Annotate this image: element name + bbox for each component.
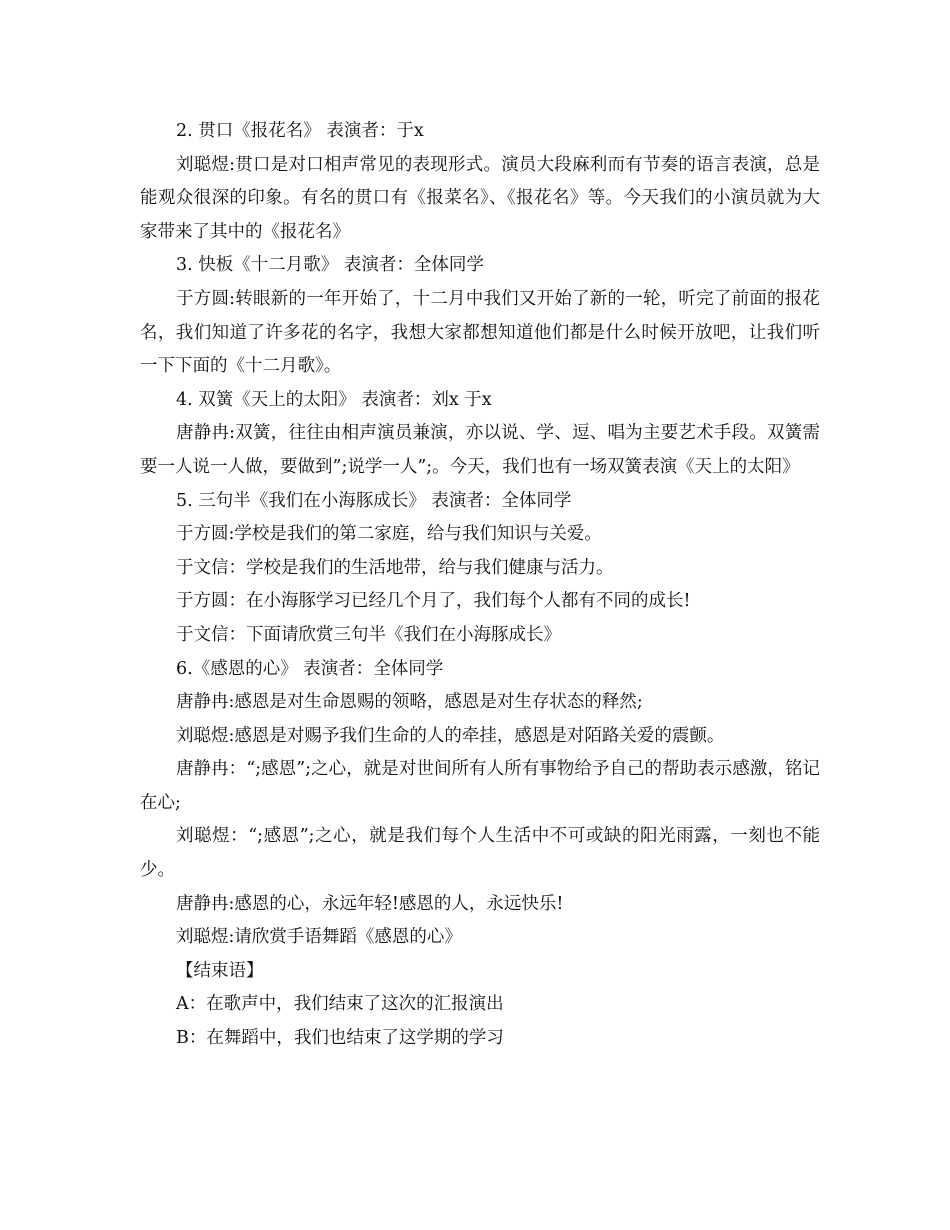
host-speech: 于方圆：在小海豚学习已经几个月了，我们每个人都有不同的成长! [176,591,691,612]
host-speech: 唐静冉:感恩的心，永远年轻!感恩的人，永远快乐! [176,893,564,914]
host-speech: 唐静冉:感恩是对生命恩赐的领略，感恩是对生存状态的释然; [176,692,643,713]
section-heading: 【结束语】 [176,960,264,981]
host-speech: 刘聪煜:感恩是对赐予我们生命的人的牵挂，感恩是对陌路关爱的震颤。 [176,725,725,746]
host-speech: 于方圆:学校是我们的第二家庭，给与我们知识与关爱。 [176,524,602,545]
host-speech: 唐静冉：“;感恩”;之心，就是对世间所有人所有事物给予自己的帮助表示感激，铭记在心; [140,759,820,813]
host-speech: 刘聪煜:请欣赏手语舞蹈《感恩的心》 [176,927,462,948]
host-speech: 于文信：学校是我们的生活地带，给与我们健康与活力。 [176,557,614,578]
closing-line: B：在舞蹈中，我们也结束了这学期的学习 [176,1028,504,1049]
program-item-heading: 4. 双簧《天上的太阳》 表演者：刘x 于x [176,389,492,410]
host-speech: 于文信：下面请欣赏三句半《我们在小海豚成长》 [176,624,561,645]
closing-line: A：在歌声中，我们结束了这次的汇报演出 [176,994,504,1015]
host-speech: 刘聪煜：“;感恩”;之心，就是我们每个人生活中不可或缺的阳光雨露，一刻也不能少。 [140,826,820,881]
host-speech: 唐静冉:双簧，往往由相声演员兼演，亦以说、学、逗、唱为主要艺术手段。双簧需要一人说一人做，要做到”;说学一人”;。今天，我们也有一场双簧表演《天上的太阳》 [140,423,820,477]
host-speech: 刘聪煜:贯口是对口相声常见的表现形式。演员大段麻利而有节奏的语言表演，总是能观众很深的印象。有名的贯口有《报菜名》、《报花名》等。今天我们的小演员就为大家带来了其中的《报花名》 [140,154,820,242]
document-body [140,115,820,1056]
program-item-heading: 2. 贯口《报花名》 表演者：于x [176,121,424,141]
program-item-heading: 6.《感恩的心》 表演者：全体同学 [176,658,444,679]
program-item-heading: 3. 快板《十二月歌》 表演者：全体同学 [176,255,484,276]
host-speech: 于方圆:转眼新的一年开始了，十二月中我们又开始了新的一轮，听完了前面的报花名，我们知道了许多花的名字，我想大家都想知道他们都是什么时候开放吧，让我们听一下下面的《十二月歌》。 [140,288,820,377]
program-item-heading: 5. 三句半《我们在小海豚成长》 表演者：全体同学 [176,490,572,511]
